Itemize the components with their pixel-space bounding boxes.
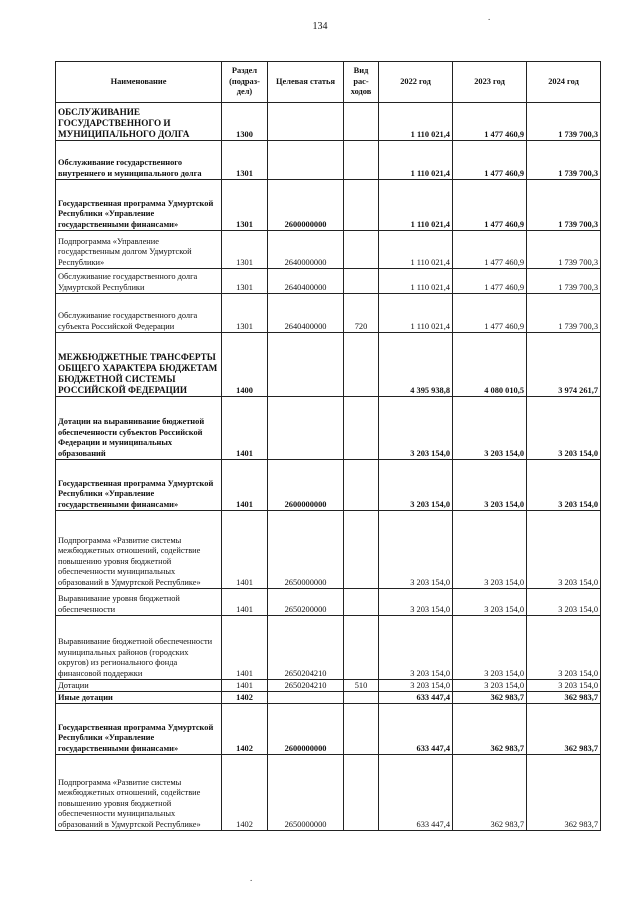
table-row bbox=[56, 589, 601, 616]
table-row bbox=[56, 333, 601, 397]
header-target: Целевая статья bbox=[268, 62, 344, 103]
header-name: Наименование bbox=[56, 62, 222, 103]
row-target bbox=[268, 397, 344, 460]
row-target: 2650000000 bbox=[268, 755, 344, 831]
row-2024: 1 739 700,3 bbox=[527, 103, 601, 141]
row-type: 510 bbox=[344, 680, 379, 692]
row-2022: 3 203 154,0 bbox=[379, 589, 453, 616]
row-2024: 3 203 154,0 bbox=[527, 680, 601, 692]
row-section: 1402 bbox=[222, 692, 268, 704]
table-row bbox=[56, 397, 601, 460]
row-target: 2650204210 bbox=[268, 680, 344, 692]
row-2023: 362 983,7 bbox=[453, 692, 527, 704]
row-2024: 1 739 700,3 bbox=[527, 269, 601, 294]
row-section: 1301 bbox=[222, 180, 268, 231]
row-2022: 1 110 021,4 bbox=[379, 231, 453, 269]
row-target: 2650200000 bbox=[268, 589, 344, 616]
table-row bbox=[56, 231, 601, 269]
row-2022: 4 395 938,8 bbox=[379, 333, 453, 397]
row-type bbox=[344, 704, 379, 755]
row-2024: 3 203 154,0 bbox=[527, 511, 601, 589]
row-2024: 3 203 154,0 bbox=[527, 460, 601, 511]
table-row bbox=[56, 692, 601, 704]
row-2023: 3 203 154,0 bbox=[453, 397, 527, 460]
row-section: 1401 bbox=[222, 589, 268, 616]
row-section: 1301 bbox=[222, 141, 268, 180]
table-row bbox=[56, 511, 601, 589]
row-type bbox=[344, 141, 379, 180]
row-name: Обслуживание государственного долга субъекта Российской Федерации bbox=[56, 294, 222, 333]
row-target bbox=[268, 141, 344, 180]
row-2023: 362 983,7 bbox=[453, 755, 527, 831]
row-2023: 3 203 154,0 bbox=[453, 616, 527, 680]
row-name: Выравнивание бюджетной обеспеченности муниципальных районов (городских округов) из регионального фонда финансовой поддержки bbox=[56, 616, 222, 680]
header-2022: 2022 год bbox=[379, 62, 453, 103]
row-2022: 3 203 154,0 bbox=[379, 460, 453, 511]
stray-mark: . bbox=[488, 12, 491, 22]
row-2024: 3 203 154,0 bbox=[527, 397, 601, 460]
row-name: Дотации bbox=[56, 680, 222, 692]
row-type bbox=[344, 180, 379, 231]
row-2022: 1 110 021,4 bbox=[379, 294, 453, 333]
header-2024: 2024 год bbox=[527, 62, 601, 103]
header-section: Раздел (подраз-дел) bbox=[222, 62, 268, 103]
row-2024: 3 974 261,7 bbox=[527, 333, 601, 397]
row-target bbox=[268, 692, 344, 704]
row-target: 2600000000 bbox=[268, 460, 344, 511]
row-2022: 3 203 154,0 bbox=[379, 511, 453, 589]
row-2022: 1 110 021,4 bbox=[379, 180, 453, 231]
row-name: Государственная программа Удмуртской Республики «Управление государственными финансами» bbox=[56, 180, 222, 231]
table-row bbox=[56, 680, 601, 692]
row-2024: 1 739 700,3 bbox=[527, 180, 601, 231]
row-2023: 362 983,7 bbox=[453, 704, 527, 755]
row-name: Иные дотации bbox=[56, 692, 222, 704]
row-section: 1401 bbox=[222, 616, 268, 680]
row-2022: 633 447,4 bbox=[379, 755, 453, 831]
row-section: 1301 bbox=[222, 294, 268, 333]
row-section: 1400 bbox=[222, 333, 268, 397]
row-type bbox=[344, 103, 379, 141]
row-target: 2650204210 bbox=[268, 616, 344, 680]
row-2022: 1 110 021,4 bbox=[379, 141, 453, 180]
row-type bbox=[344, 231, 379, 269]
table-row bbox=[56, 294, 601, 333]
row-section: 1401 bbox=[222, 397, 268, 460]
row-2022: 3 203 154,0 bbox=[379, 680, 453, 692]
row-2023: 3 203 154,0 bbox=[453, 589, 527, 616]
table-row bbox=[56, 704, 601, 755]
row-type: 720 bbox=[344, 294, 379, 333]
row-type bbox=[344, 460, 379, 511]
row-2023: 3 203 154,0 bbox=[453, 511, 527, 589]
table-row bbox=[56, 180, 601, 231]
table-row bbox=[56, 269, 601, 294]
header-row bbox=[56, 62, 601, 103]
row-section: 1300 bbox=[222, 103, 268, 141]
row-section: 1301 bbox=[222, 269, 268, 294]
row-2024: 3 203 154,0 bbox=[527, 616, 601, 680]
page-number: 134 bbox=[312, 21, 328, 32]
row-type bbox=[344, 333, 379, 397]
row-target: 2640000000 bbox=[268, 231, 344, 269]
row-2022: 1 110 021,4 bbox=[379, 103, 453, 141]
table-row bbox=[56, 755, 601, 831]
row-2022: 3 203 154,0 bbox=[379, 616, 453, 680]
row-2024: 362 983,7 bbox=[527, 755, 601, 831]
row-2024: 1 739 700,3 bbox=[527, 231, 601, 269]
header-2023: 2023 год bbox=[453, 62, 527, 103]
row-name: Государственная программа Удмуртской Республики «Управление государственными финансами» bbox=[56, 704, 222, 755]
row-2023: 1 477 460,9 bbox=[453, 231, 527, 269]
table-row bbox=[56, 460, 601, 511]
row-type bbox=[344, 692, 379, 704]
row-name: Выравнивание уровня бюджетной обеспеченности bbox=[56, 589, 222, 616]
row-section: 1402 bbox=[222, 755, 268, 831]
header-type: Вид рас-ходов bbox=[344, 62, 379, 103]
row-target: 2640400000 bbox=[268, 294, 344, 333]
row-2022: 3 203 154,0 bbox=[379, 397, 453, 460]
row-2024: 362 983,7 bbox=[527, 704, 601, 755]
row-name: ОБСЛУЖИВАНИЕ ГОСУДАРСТВЕННОГО И МУНИЦИПАЛЬНОГО ДОЛГА bbox=[56, 103, 222, 141]
row-2022: 633 447,4 bbox=[379, 692, 453, 704]
row-name: Государственная программа Удмуртской Республики «Управление государственными финансами» bbox=[56, 460, 222, 511]
row-name: Подпрограмма «Развитие системы межбюджетных отношений, содействие повышению уровня бюджетной обеспеченности муниципальных образований в Удмуртской Республике» bbox=[56, 755, 222, 831]
row-2023: 4 080 010,5 bbox=[453, 333, 527, 397]
row-type bbox=[344, 397, 379, 460]
row-name: Подпрограмма «Управление государственным долгом Удмуртской Республики» bbox=[56, 231, 222, 269]
row-type bbox=[344, 755, 379, 831]
row-2024: 3 203 154,0 bbox=[527, 589, 601, 616]
row-2023: 1 477 460,9 bbox=[453, 103, 527, 141]
row-name: Обслуживание государственного внутреннего и муниципального долга bbox=[56, 141, 222, 180]
row-target bbox=[268, 333, 344, 397]
row-section: 1401 bbox=[222, 460, 268, 511]
row-target: 2600000000 bbox=[268, 704, 344, 755]
table-row bbox=[56, 103, 601, 141]
row-target: 2650000000 bbox=[268, 511, 344, 589]
row-section: 1301 bbox=[222, 231, 268, 269]
row-2023: 1 477 460,9 bbox=[453, 141, 527, 180]
row-type bbox=[344, 616, 379, 680]
row-2024: 362 983,7 bbox=[527, 692, 601, 704]
budget-table bbox=[55, 61, 601, 831]
row-target: 2600000000 bbox=[268, 180, 344, 231]
row-2023: 3 203 154,0 bbox=[453, 680, 527, 692]
row-section: 1402 bbox=[222, 704, 268, 755]
row-2022: 1 110 021,4 bbox=[379, 269, 453, 294]
row-2024: 1 739 700,3 bbox=[527, 294, 601, 333]
row-name: МЕЖБЮДЖЕТНЫЕ ТРАНСФЕРТЫ ОБЩЕГО ХАРАКТЕРА БЮДЖЕТАМ БЮДЖЕТНОЙ СИСТЕМЫ РОССИЙСКОЙ ФЕДЕРАЦИИ bbox=[56, 333, 222, 397]
row-name: Обслуживание государственного долга Удмуртской Республики bbox=[56, 269, 222, 294]
row-type bbox=[344, 511, 379, 589]
row-name: Дотации на выравнивание бюджетной обеспеченности субъектов Российской Федерации и муниципальных образований bbox=[56, 397, 222, 460]
row-target bbox=[268, 103, 344, 141]
row-2024: 1 739 700,3 bbox=[527, 141, 601, 180]
table-row bbox=[56, 616, 601, 680]
row-2022: 633 447,4 bbox=[379, 704, 453, 755]
stray-mark: . bbox=[250, 873, 253, 883]
row-2023: 1 477 460,9 bbox=[453, 269, 527, 294]
row-section: 1401 bbox=[222, 680, 268, 692]
row-2023: 3 203 154,0 bbox=[453, 460, 527, 511]
table-row bbox=[56, 141, 601, 180]
row-type bbox=[344, 589, 379, 616]
row-name: Подпрограмма «Развитие системы межбюджетных отношений, содействие повышению уровня бюджетной обеспеченности муниципальных образований в Удмуртской Республике» bbox=[56, 511, 222, 589]
row-section: 1401 bbox=[222, 511, 268, 589]
row-2023: 1 477 460,9 bbox=[453, 180, 527, 231]
row-2023: 1 477 460,9 bbox=[453, 294, 527, 333]
row-type bbox=[344, 269, 379, 294]
row-target: 2640400000 bbox=[268, 269, 344, 294]
